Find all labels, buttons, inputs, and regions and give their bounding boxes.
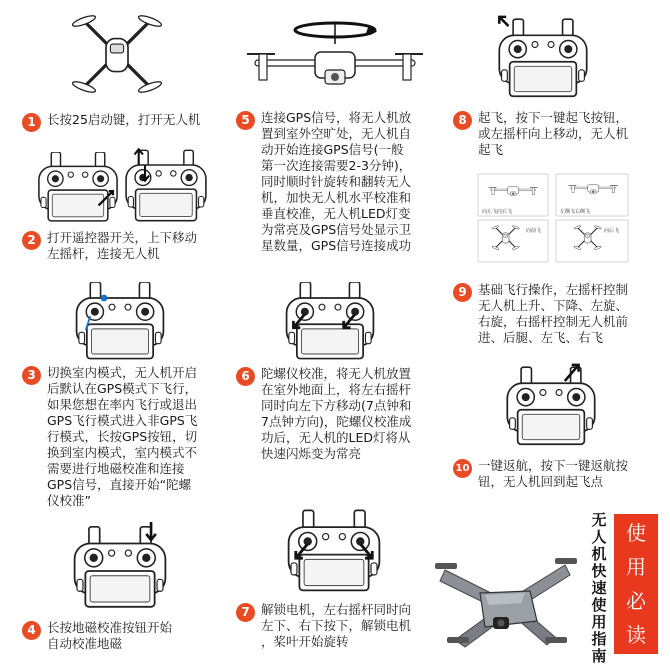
step-3 <box>22 365 222 509</box>
step-7-text: 解锁电机，左右摇杆同时向 左下、右下按下，解锁电机 ，桨叶开始旋转 <box>261 602 412 649</box>
remote-controller-illustration-step6 <box>282 282 378 362</box>
step-1 <box>22 112 222 132</box>
drone-photo-illustration <box>425 545 585 655</box>
step-7 <box>236 602 448 650</box>
step-1-number: 1 <box>22 113 41 132</box>
flight-caption-2: 左侧飞右侧飞 <box>560 209 591 215</box>
drone-rotation-illustration <box>245 14 425 94</box>
step-3-number: 3 <box>22 366 41 385</box>
step-9-number: 9 <box>453 283 472 302</box>
step-8-text: 起飞，按下一键起飞按钮， 或左摇杆向上移动，无人机 起飞 <box>478 110 629 157</box>
step-2-number: 2 <box>22 231 41 250</box>
flight-caption-3: 向前飞 <box>526 228 542 234</box>
remote-controller-illustration-step2b <box>124 148 208 224</box>
must-read-label: 使用必读 <box>626 521 646 647</box>
step-5 <box>236 110 448 254</box>
step-4-text: 长按地磁校准按钮开始 自动校准地磁 <box>47 620 173 651</box>
must-read-box <box>614 514 658 654</box>
flight-directions-diagram <box>476 172 632 264</box>
step-10-text: 一键返航，按下一键返航按 钮，无人机回到起飞点 <box>478 458 629 489</box>
step-4 <box>22 620 222 652</box>
guide-vertical-title: 无人机快速使用指南 <box>591 511 607 665</box>
step-8 <box>453 110 663 158</box>
remote-controller-illustration-step8 <box>497 14 589 98</box>
remote-controller-illustration-step10 <box>505 362 597 446</box>
step-7-number: 7 <box>236 603 255 622</box>
flight-caption-4: 向后飞 <box>604 228 620 234</box>
step-6-number: 6 <box>236 367 255 386</box>
step-6-text: 陀螺仪校准，将无人机放置 在室外地面上，将左右摇杆 同时向左下方移动(7点钟和 7点钟方向)，陀螺仪校准成 功后，无人机的LED灯将从 快速闪烁变为常亮 <box>261 366 412 461</box>
step-10 <box>453 458 663 490</box>
remote-controller-illustration-step2a <box>36 152 120 224</box>
drone-top-view-illustration <box>72 10 162 98</box>
remote-controller-illustration-step4 <box>72 522 168 608</box>
step-9-text: 基础飞行操作，左摇杆控制 无人机上升、下降、左旋、 右旋，右摇杆控制无人机前 进、后腿、左飞、右飞 <box>478 282 629 345</box>
step-8-number: 8 <box>453 111 472 130</box>
step-4-number: 4 <box>22 621 41 640</box>
step-2-text: 打开遥控器开关，上下移动 左摇杆，连接无人机 <box>47 230 198 261</box>
step-2 <box>22 230 222 262</box>
step-3-text: 切换室内模式，无人机开启 后默认在GPS模式下飞行， 如果您想在率内飞行或退出 GPS飞行模式进入非GPS飞 行模式，长按GPS按钮，切 换到室内模式，室内模式不 需要进行地磁校准和连接 GPS信号，直接开始“陀螺 仪校准” <box>47 365 198 508</box>
step-5-number: 5 <box>236 111 255 130</box>
remote-controller-illustration-step3 <box>72 282 168 362</box>
remote-controller-illustration-step7 <box>286 508 382 594</box>
step-5-text: 连接GPS信号，将无人机放 置到室外空旷处，无人机自 动开始连接GPS信号(一般 第一次连接需要2-3分钟)， 同时顺时针旋转和翻转无人 机，加快无人机水平校准和 垂直校准，无人机LED灯变 为常亮及GPS信号处显示卫 星数量，GPS信号连接成功 <box>261 110 412 253</box>
step-9 <box>453 282 663 346</box>
step-10-number: 10 <box>453 459 472 478</box>
step-1-text: 长按25启动键，打开无人机 <box>47 112 201 127</box>
step-6 <box>236 366 448 462</box>
flight-caption-1: 向左飞向右飞 <box>482 209 513 215</box>
